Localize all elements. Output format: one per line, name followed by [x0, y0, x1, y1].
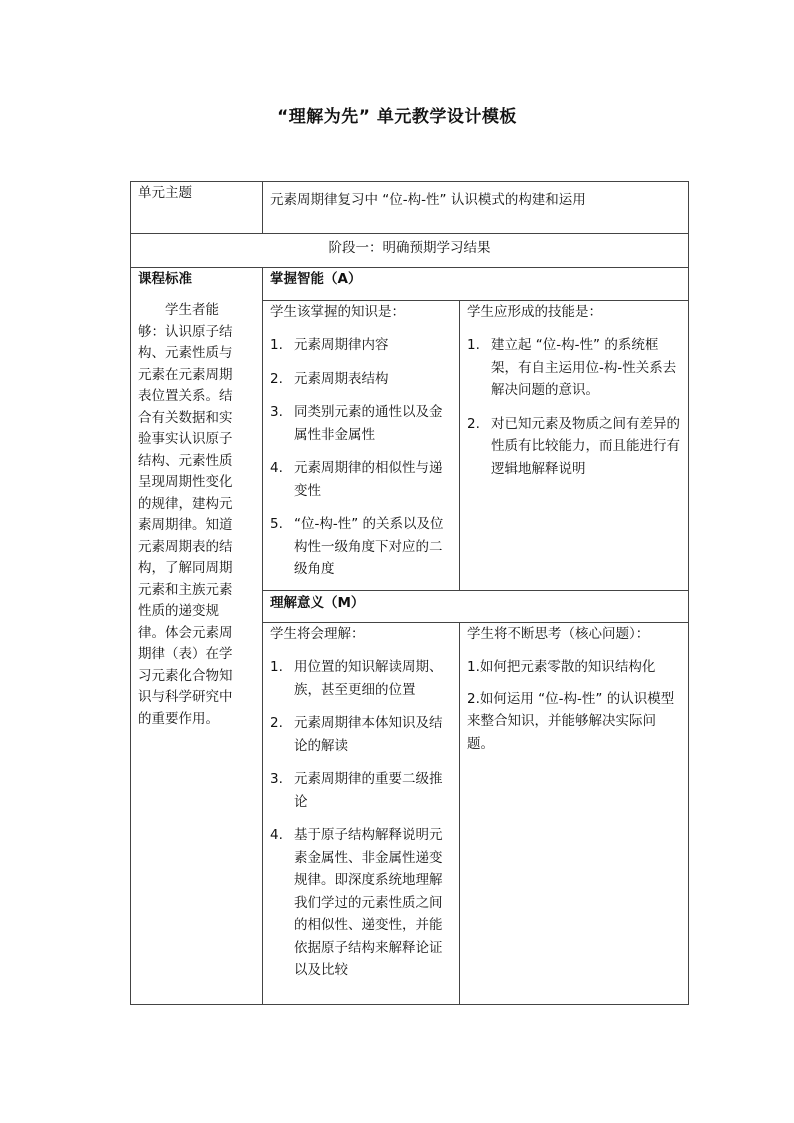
unit-label: 单元主题 [138, 185, 192, 201]
understand-heading: 学生将会理解： [270, 626, 365, 642]
page-title: “理解为先” 单元教学设计模板 [277, 107, 517, 127]
ponder-cell [467, 656, 681, 764]
skills-list-cell [467, 334, 683, 491]
ponder-item: 1.如何把元素零散的知识结构化 [467, 659, 656, 675]
acquisition-heading: 掌握智能（A） [270, 271, 362, 287]
list-item: 1. 用位置的知识解读周期、族，甚至更细的位置 [270, 659, 443, 698]
understand-list [270, 656, 448, 982]
standard-text: 学生者能够：认识原子结构、元素性质与元素在元素周期表位置关系。结合有关数据和实验事实认识原子结构、元素性质呈现周期性变化的规律，建构元素周期律。知道元素周期表的结构，了解同周期元素和主族元素性质的递变规律。体会元素周期律（表）在学习元素化合物知识与科学研究中的重要作用。 [138, 302, 233, 727]
stage-heading: 阶段一：明确预期学习结果 [328, 240, 491, 256]
list-item: 2. 元素周期律本体知识及结论的解读 [270, 715, 443, 754]
ponder-heading: 学生将不断思考（核心问题）： [467, 626, 650, 642]
skills-list [467, 334, 683, 480]
list-item: 1. 元素周期律内容 [270, 337, 389, 353]
list-item: 5. “位-构-性” 的关系以及位构性一级角度下对应的二级角度 [270, 516, 444, 577]
standard-label: 课程标准 [138, 271, 192, 287]
list-item: 3. 元素周期律的重要二级推论 [270, 771, 443, 810]
list-item: 4. 元素周期律的相似性与递变性 [270, 460, 443, 499]
knowledge-heading: 学生该掌握的知识是： [270, 304, 405, 320]
meaning-heading: 理解意义（M） [270, 595, 365, 611]
list-item: 1. 建立起 “位-构-性” 的系统框架，有自主运用位-构-性关系去解决问题的意识。 [467, 337, 677, 398]
understand-list-cell [270, 656, 448, 993]
unit-value: 元素周期律复习中 “位-构-性” 认识模式的构建和运用 [270, 192, 586, 208]
knowledge-list-cell [270, 334, 448, 592]
list-item: 4. 基于原子结构解释说明元素金属性、非金属性递变规律。即深度系统地理解我们学过的元素性质之间的相似性、递变性，并能依据原子结构来解释论证以及比较 [270, 827, 443, 978]
list-item: 3. 同类别元素的通性以及金属性非金属性 [270, 404, 443, 443]
standard-cell [138, 300, 244, 730]
knowledge-list [270, 334, 448, 581]
list-item: 2. 元素周期表结构 [270, 370, 389, 387]
list-item: 2. 对已知元素及物质之间有差异的性质有比较能力，而且能进行有逻辑地解释说明 [467, 415, 680, 477]
ponder-item: 2.如何运用 “位-构-性” 的认识模型来整合知识，并能够解决实际问题。 [467, 690, 675, 752]
skills-heading: 学生应形成的技能是： [467, 304, 602, 320]
